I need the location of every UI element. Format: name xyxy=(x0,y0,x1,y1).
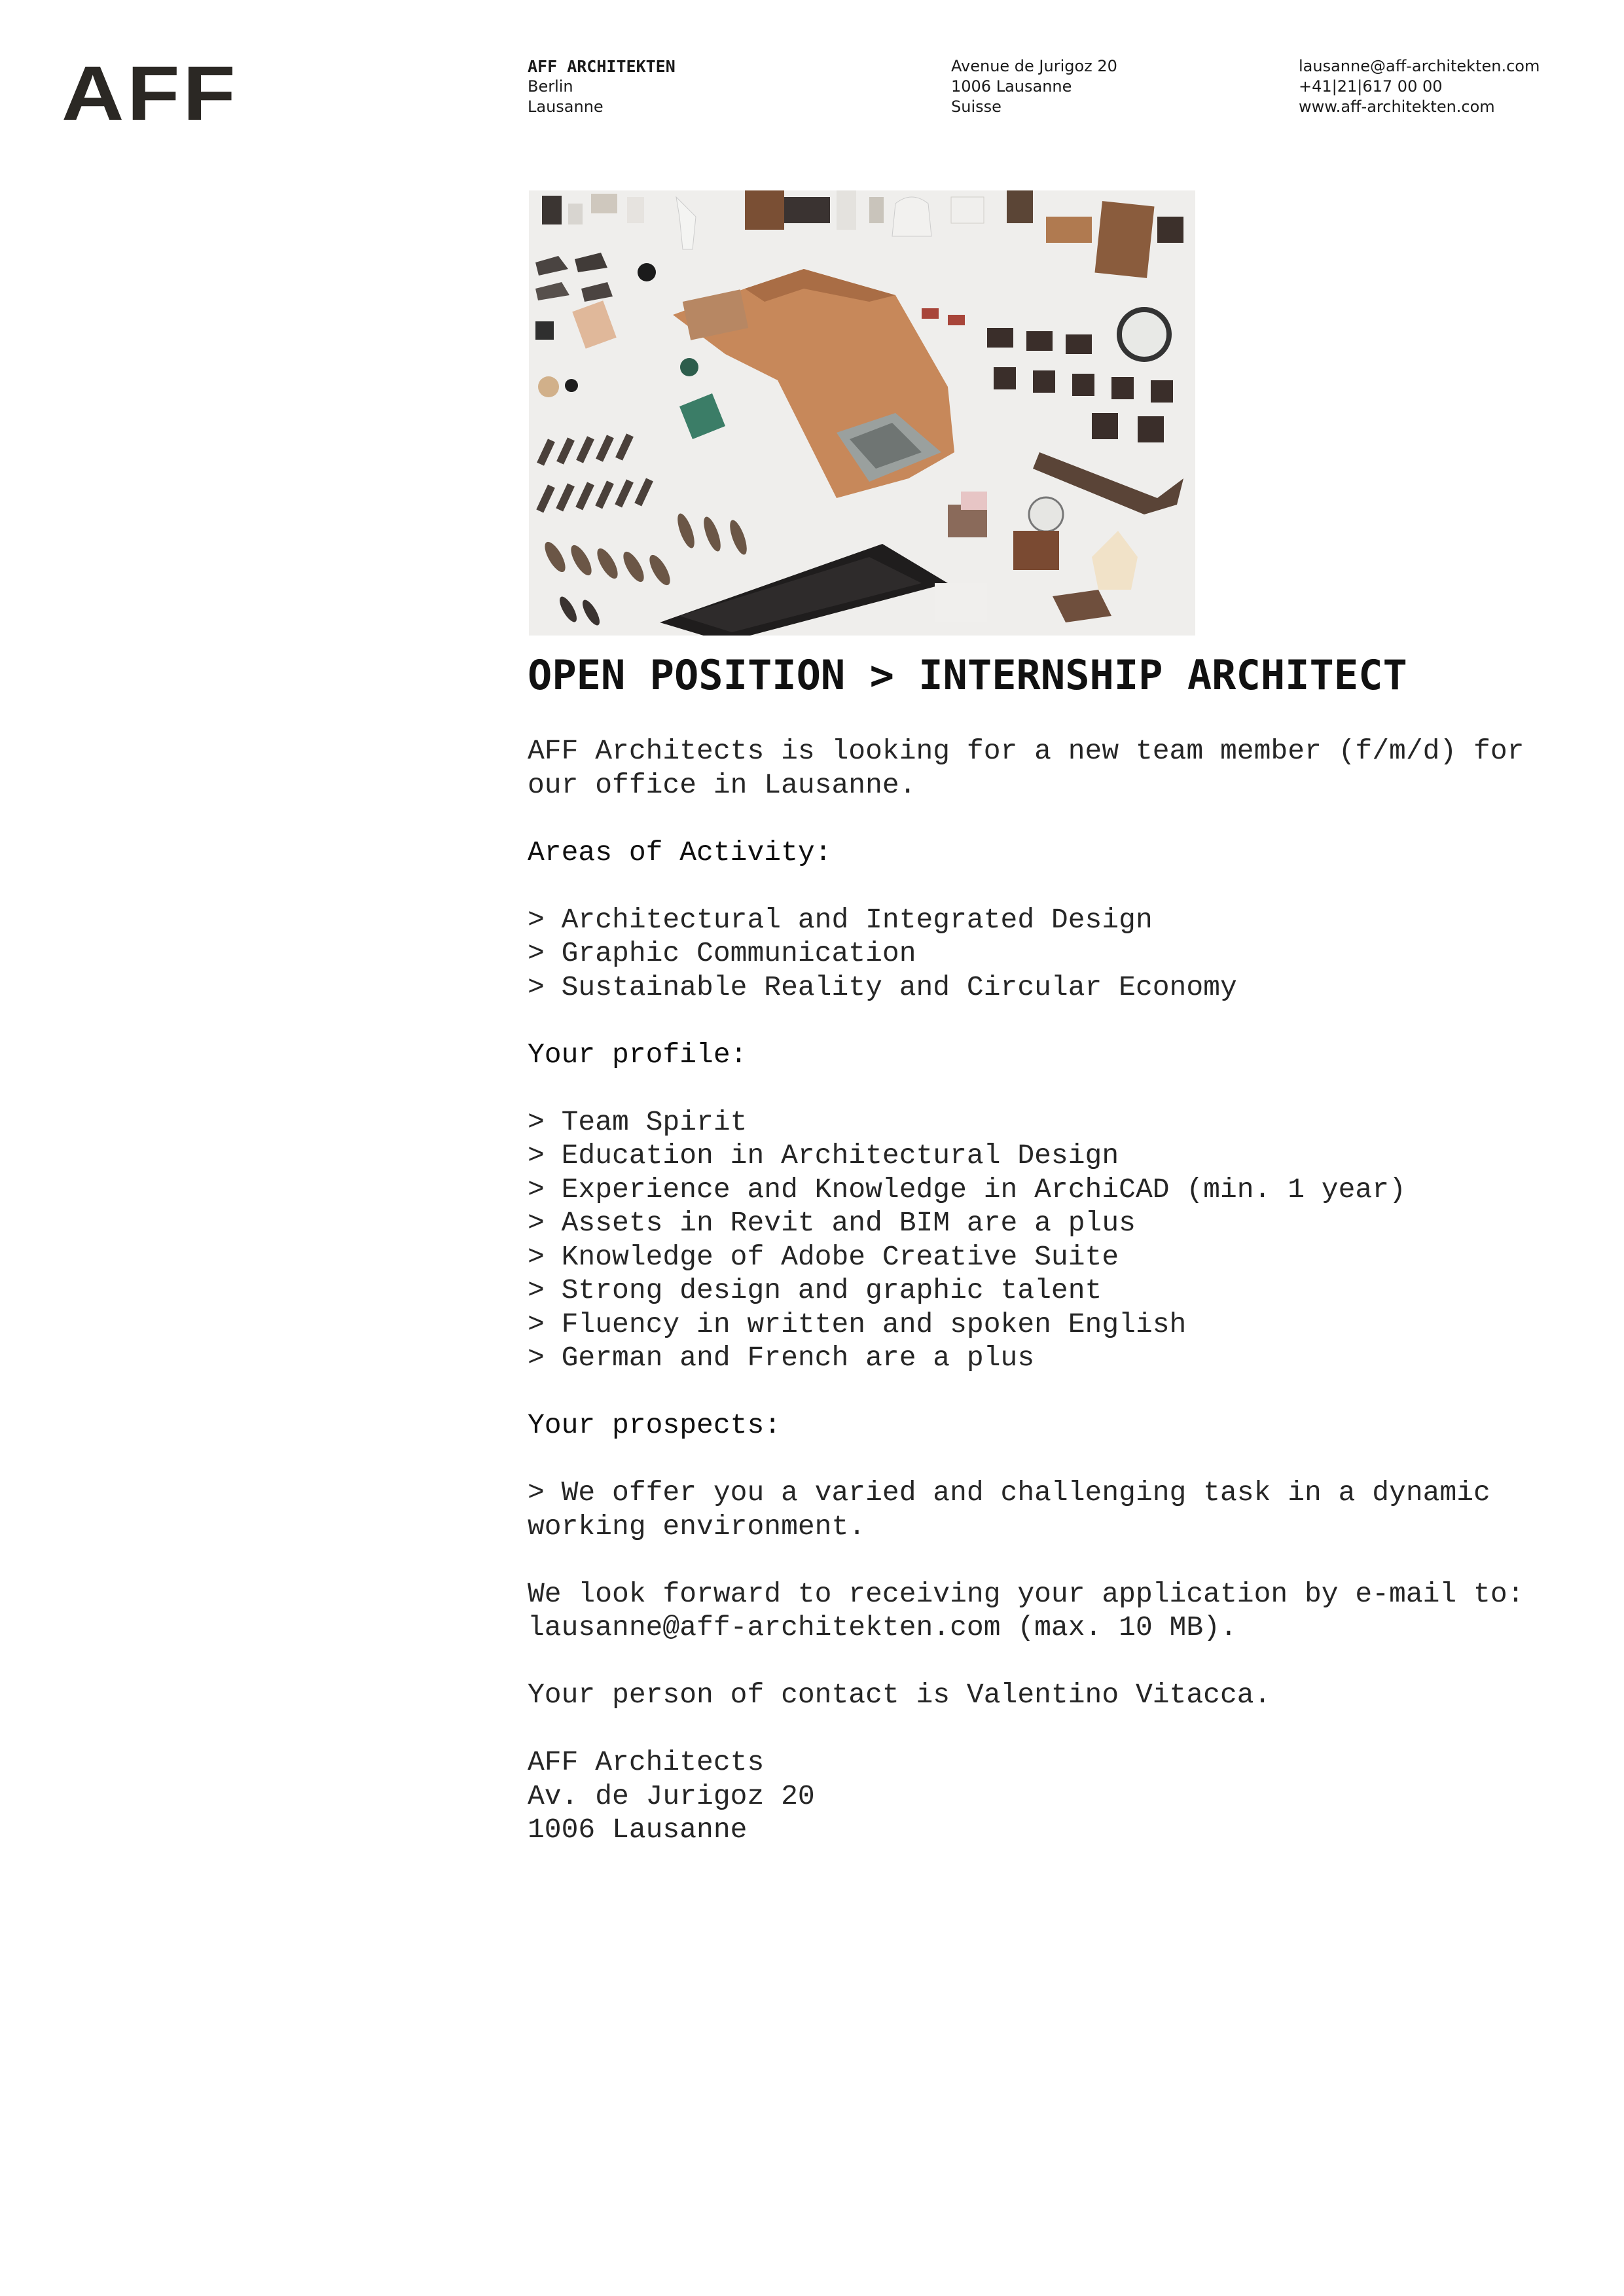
page-title: OPEN POSITION > INTERNSHIP ARCHITECT xyxy=(528,651,1407,699)
prospects-line: > We offer you a varied and challenging task in a dynamic xyxy=(528,1477,1490,1509)
city-berlin: Berlin xyxy=(528,77,573,96)
application-text xyxy=(528,1577,1549,1645)
list-item: > Strong design and graphic talent xyxy=(528,1274,1102,1306)
application-email[interactable]: lausanne@aff-architekten.com (max. 10 MB). xyxy=(528,1611,1237,1643)
job-description xyxy=(528,734,1549,1880)
list-item: > Architectural and Integrated Design xyxy=(528,903,1153,936)
address-line: AFF Architects xyxy=(528,1746,765,1778)
profile-list xyxy=(528,1105,1549,1375)
prospects-line: working environment. xyxy=(528,1510,866,1543)
intro-line: our office in Lausanne. xyxy=(528,768,916,801)
phone: +41|21|617 00 00 xyxy=(1299,77,1443,96)
hero-image xyxy=(529,190,1195,636)
list-item: > Knowledge of Adobe Creative Suite xyxy=(528,1240,1119,1273)
aff-logo: AFF xyxy=(62,50,239,137)
intro-line: AFF Architects is looking for a new team member (f/m/d) for xyxy=(528,735,1525,767)
profile-heading: Your profile: xyxy=(528,1038,748,1071)
list-item: > Team Spirit xyxy=(528,1105,748,1138)
list-item: > Graphic Communication xyxy=(528,937,916,969)
list-item: > German and French are a plus xyxy=(528,1342,1035,1374)
header-contact xyxy=(1299,56,1540,117)
postal-city: 1006 Lausanne xyxy=(951,77,1072,96)
address-block xyxy=(528,1746,1549,1847)
city-lausanne: Lausanne xyxy=(528,98,604,116)
email-link[interactable]: lausanne@aff-architekten.com xyxy=(1299,57,1540,75)
intro-paragraph xyxy=(528,734,1549,802)
list-item: > Assets in Revit and BIM are a plus xyxy=(528,1207,1136,1239)
areas-heading: Areas of Activity: xyxy=(528,836,832,869)
application-line: We look forward to receiving your application by e-mail to: xyxy=(528,1577,1525,1610)
company-name: AFF ARCHITEKTEN xyxy=(528,57,676,76)
header-address xyxy=(951,56,1117,117)
street: Avenue de Jurigoz 20 xyxy=(951,57,1117,75)
header-company xyxy=(528,56,676,117)
contact-person: Your person of contact is Valentino Vitacca. xyxy=(528,1679,1271,1711)
prospects-heading: Your prospects: xyxy=(528,1409,782,1441)
address-line: Av. de Jurigoz 20 xyxy=(528,1780,815,1812)
list-item: > Education in Architectural Design xyxy=(528,1139,1119,1172)
list-item: > Experience and Knowledge in ArchiCAD (min. 1 year) xyxy=(528,1173,1406,1206)
prospects-text xyxy=(528,1476,1549,1543)
list-item: > Sustainable Reality and Circular Economy xyxy=(528,971,1237,1003)
country: Suisse xyxy=(951,98,1001,116)
list-item: > Fluency in written and spoken English xyxy=(528,1308,1187,1340)
website-link[interactable]: www.aff-architekten.com xyxy=(1299,98,1495,116)
areas-list xyxy=(528,903,1549,1005)
address-line: 1006 Lausanne xyxy=(528,1814,748,1846)
